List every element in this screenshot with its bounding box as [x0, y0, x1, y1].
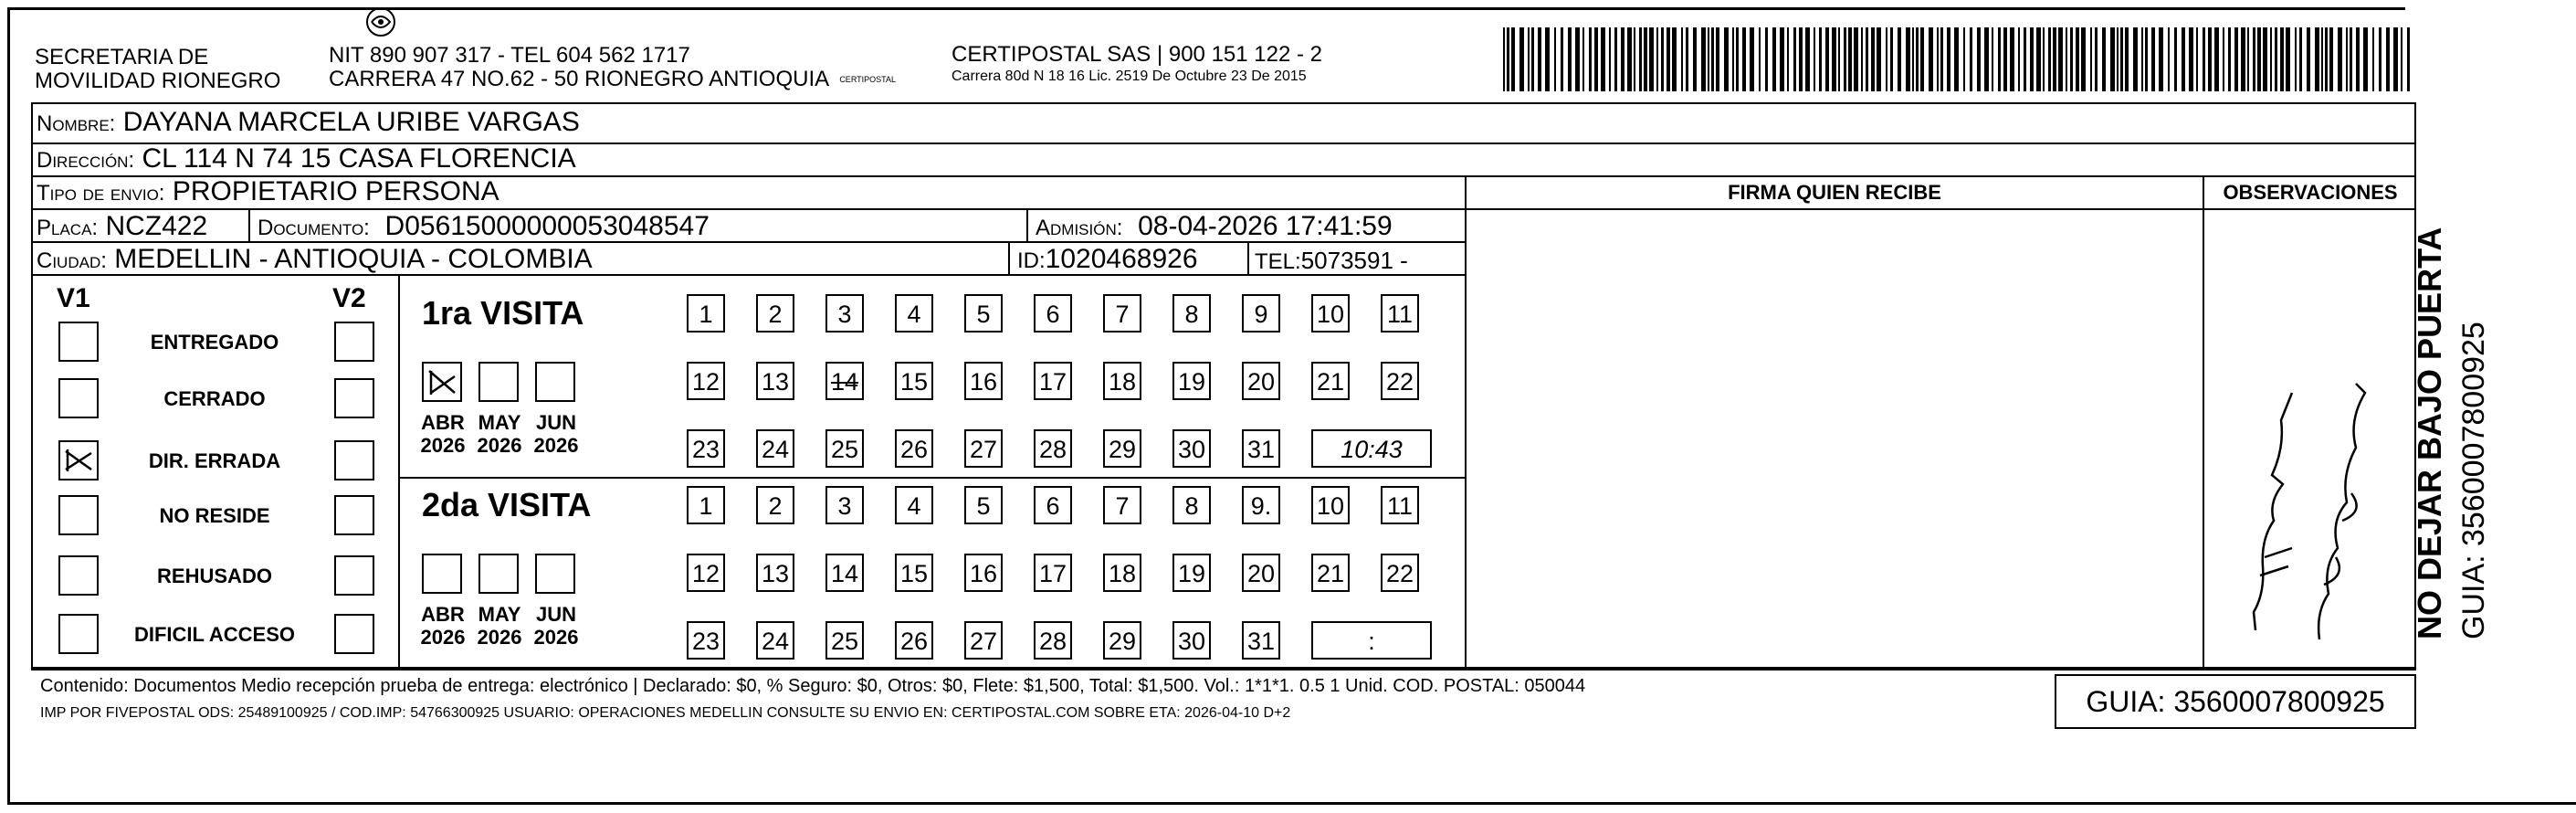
barcode-bar [2329, 27, 2333, 91]
barcode-bar [2228, 27, 2231, 91]
day-box[interactable]: 27 [964, 621, 1003, 660]
day-box[interactable]: 9 [1242, 294, 1280, 333]
barcode-bar [2307, 27, 2310, 91]
day-box[interactable]: 28 [1034, 621, 1072, 660]
barcode-bar [1844, 27, 1846, 91]
day-box[interactable]: 13 [756, 554, 794, 592]
barcode-bar [1681, 27, 1683, 91]
nombre-row: Nombre: DAYANA MARCELA URIBE VARGAS [37, 107, 580, 137]
barcode-bar [2338, 27, 2342, 91]
company-info: CERTIPOSTAL SAS | 900 151 122 - 2 Carrera 80d N 18 16 Lic. 2519 De Octubre 23 De 2015 [952, 42, 1322, 84]
barcode-bar [1693, 27, 1697, 91]
barcode-bar [1898, 27, 1901, 91]
barcode-bar [2095, 27, 2098, 91]
day-box[interactable]: 23 [687, 621, 725, 660]
v2-checkbox[interactable] [334, 495, 374, 535]
barcode-bar [1954, 27, 1959, 91]
barcode-bar [2247, 27, 2249, 91]
day-box[interactable]: 6 [1034, 486, 1072, 524]
barcode-bar [1639, 27, 1642, 91]
barcode-bar [2174, 27, 2177, 91]
day-box[interactable]: 2 [756, 486, 794, 524]
day-box[interactable]: 22 [1381, 554, 1419, 592]
barcode-bar [2270, 27, 2272, 91]
day-box[interactable]: 18 [1103, 554, 1141, 592]
month-label: JUN 2026 [533, 411, 579, 457]
barcode-bar [2379, 27, 2381, 91]
v2-checkbox[interactable] [334, 440, 374, 480]
day-box[interactable]: 20 [1242, 362, 1280, 400]
barcode-bar [1503, 27, 1505, 91]
barcode-bar [2058, 27, 2063, 91]
barcode-bar [1672, 27, 1677, 91]
day-box[interactable]: 14 [825, 554, 864, 592]
barcode-bar [1528, 27, 1530, 91]
barcode-bar [2346, 27, 2348, 91]
day-box[interactable]: 27 [964, 429, 1003, 468]
barcode-bar [2263, 27, 2267, 91]
barcode-bar [2257, 27, 2261, 91]
day-box[interactable]: 31 [1242, 429, 1280, 468]
side-guia: GUIA: 3560007800925 [2456, 322, 2491, 639]
day-box[interactable]: 17 [1034, 362, 1072, 400]
barcode-bar [2081, 27, 2086, 91]
barcode-bar [2325, 27, 2328, 91]
barcode-bar [2117, 27, 2119, 91]
tel-field: TEL:5073591 - [1255, 247, 1408, 274]
barcode-bar [1568, 27, 1572, 91]
barcode-bar [1940, 27, 1943, 91]
barcode-bar [1686, 27, 1688, 91]
barcode-bar [2350, 27, 2352, 91]
v1-checkbox[interactable] [58, 614, 99, 654]
barcode-bar [1963, 27, 1965, 91]
v1-label: V1 [57, 283, 90, 313]
barcode-bar [2223, 27, 2224, 91]
barcode-bar [1531, 27, 1534, 91]
day-box[interactable]: 26 [895, 429, 933, 468]
barcode-bar [2141, 27, 2143, 91]
month-label: MAY 2026 [477, 603, 522, 649]
barcode-bar [2159, 27, 2163, 91]
barcode-bar [1825, 27, 1829, 91]
left-border [7, 7, 10, 804]
ciudad-row: Ciudad: MEDELLIN - ANTIOQUIA - COLOMBIA [37, 244, 593, 274]
barcode-bar [1561, 27, 1563, 91]
barcode-bar [2286, 27, 2290, 91]
documento-field: Documento: D05615000000053048547 [258, 211, 710, 241]
barcode-bar [1912, 27, 1914, 91]
day-box[interactable]: 26 [895, 621, 933, 660]
day-box[interactable]: 10 [1311, 486, 1350, 524]
barcode-bar [1937, 27, 1939, 91]
barcode-bar [1787, 27, 1789, 91]
day-box[interactable]: 2 [756, 294, 794, 333]
barcode-bar [1575, 27, 1580, 91]
barcode-bar [1511, 27, 1515, 91]
day-box[interactable]: 4 [895, 294, 933, 333]
day-box[interactable]: 19 [1172, 554, 1211, 592]
month-checkbox[interactable] [535, 362, 575, 402]
day-box[interactable]: 31 [1242, 621, 1280, 660]
v1-checkbox[interactable] [58, 440, 99, 480]
barcode-bar [1667, 27, 1670, 91]
day-box[interactable]: 16 [964, 554, 1003, 592]
barcode-bar [2315, 27, 2319, 91]
v2-checkbox[interactable] [334, 378, 374, 418]
barcode-bar [2168, 27, 2170, 91]
barcode-bar [1984, 27, 1989, 91]
barcode-bar [1992, 27, 1993, 91]
time-box[interactable]: : [1311, 621, 1432, 660]
barcode-bar [1601, 27, 1605, 91]
barcode-bar [2208, 27, 2212, 91]
barcode-bar [2214, 27, 2219, 91]
barcode-bar [2036, 27, 2041, 91]
barcode-bar [1711, 27, 1714, 91]
day-box[interactable]: 3 [825, 294, 864, 333]
barcode-bar [1832, 27, 1836, 91]
barcode-bar [1614, 27, 1617, 91]
day-box[interactable]: 19 [1172, 362, 1211, 400]
barcode-bar [1814, 27, 1815, 91]
day-box[interactable]: 10 [1311, 294, 1350, 333]
day-box[interactable]: 11 [1381, 486, 1419, 524]
barcode-bar [1759, 27, 1761, 91]
barcode-bar [1793, 27, 1796, 91]
month-label: ABR 2026 [420, 411, 466, 457]
day-box[interactable]: 7 [1103, 294, 1141, 333]
barcode-bar [1916, 27, 1919, 91]
barcode-bar [1661, 27, 1664, 91]
barcode-bar [1716, 27, 1719, 91]
certipostal-logo: CERTIPOSTAL [831, 75, 904, 84]
day-box[interactable]: 5 [964, 486, 1003, 524]
barcode-bar [1805, 27, 1810, 91]
barcode [1503, 27, 2416, 91]
barcode-bar [1848, 27, 1852, 91]
barcode-bar [1854, 27, 1858, 91]
barcode-bar [2393, 27, 2398, 91]
barcode-bar [1582, 27, 1584, 91]
barcode-bar [2110, 27, 2115, 91]
barcode-bar [2321, 27, 2323, 91]
barcode-bar [2275, 27, 2277, 91]
day-box[interactable]: 20 [1242, 554, 1280, 592]
barcode-bar [1609, 27, 1611, 91]
barcode-bar [1906, 27, 1910, 91]
month-label: JUN 2026 [533, 603, 579, 649]
barcode-bar [2090, 27, 2092, 91]
barcode-bar [1708, 27, 1709, 91]
barcode-bar [1732, 27, 1734, 91]
barcode-bar [1780, 27, 1784, 91]
barcode-bar [1929, 27, 1933, 91]
barcode-bar [2102, 27, 2106, 91]
v1-checkbox[interactable] [58, 378, 99, 418]
barcode-bar [2125, 27, 2129, 91]
barcode-bar [2356, 27, 2360, 91]
tipo-row: Tipo de envio: PROPIETARIO PERSONA [37, 176, 499, 206]
barcode-bar [1861, 27, 1863, 91]
barcode-bar [1634, 27, 1635, 91]
status-label: DIFICIL ACCESO [133, 623, 295, 646]
day-box[interactable]: 12 [687, 362, 725, 400]
day-box[interactable]: 1 [687, 486, 725, 524]
barcode-bar [2018, 27, 2020, 91]
signature [2228, 338, 2392, 649]
barcode-bar [2066, 27, 2067, 91]
barcode-bar [1920, 27, 1924, 91]
day-box[interactable]: 3 [825, 486, 864, 524]
barcode-bar [1799, 27, 1803, 91]
barcode-bar [1701, 27, 1706, 91]
barcode-bar [2151, 27, 2155, 91]
status-label: REHUSADO [157, 565, 272, 587]
barcode-bar [2145, 27, 2148, 91]
barcode-bar [2010, 27, 2014, 91]
status-label: NO RESIDE [159, 504, 270, 527]
barcode-bar [2363, 27, 2368, 91]
barcode-bar [1545, 27, 1550, 91]
barcode-bar [2196, 27, 2198, 91]
barcode-bar [1819, 27, 1822, 91]
status-label: CERRADO [163, 387, 266, 410]
sender-name: SECRETARIA DE MOVILIDAD RIONEGRO [35, 45, 281, 93]
month-label: MAY 2026 [477, 411, 522, 457]
barcode-bar [1750, 27, 1754, 91]
admision-field: Admisión: 08-04-2026 17:41:59 [1036, 211, 1393, 241]
day-box[interactable]: 7 [1103, 486, 1141, 524]
observaciones-header: OBSERVACIONES [2223, 181, 2398, 204]
time-box[interactable]: 10:43 [1311, 429, 1432, 468]
day-box[interactable]: 30 [1172, 429, 1211, 468]
month-checkbox[interactable] [535, 554, 575, 594]
firma-header: FIRMA QUIEN RECIBE [1728, 181, 1941, 204]
day-box[interactable]: 21 [1311, 554, 1350, 592]
barcode-bar [1742, 27, 1746, 91]
day-box[interactable]: 30 [1172, 621, 1211, 660]
visit1-title: 1ra VISITA [422, 294, 584, 332]
barcode-bar [1519, 27, 1524, 91]
barcode-bar [2133, 27, 2138, 91]
day-box[interactable]: 14 [825, 362, 864, 400]
barcode-bar [1838, 27, 1840, 91]
barcode-bar [2295, 27, 2297, 91]
barcode-bar [1977, 27, 1981, 91]
barcode-bar [1538, 27, 1541, 91]
day-box[interactable]: 24 [756, 429, 794, 468]
barcode-bar [1772, 27, 1776, 91]
day-box[interactable]: 25 [825, 429, 864, 468]
sender-contact: NIT 890 907 317 - TEL 604 562 1717 CARRERA 47 NO.62 - 50 RIONEGRO ANTIOQUIA CERTIPOSTAL [329, 44, 904, 91]
status-label: ENTREGADO [150, 331, 279, 354]
v2-checkbox[interactable] [334, 322, 374, 362]
day-box[interactable]: 29 [1103, 429, 1141, 468]
day-box[interactable]: 23 [687, 429, 725, 468]
barcode-bar [2372, 27, 2374, 91]
barcode-bar [1507, 27, 1509, 91]
barcode-bar [2401, 27, 2403, 91]
barcode-bar [1890, 27, 1893, 91]
barcode-bar [2120, 27, 2123, 91]
v2-checkbox[interactable] [334, 614, 374, 654]
month-checkbox[interactable] [422, 362, 462, 402]
barcode-bar [2203, 27, 2205, 91]
day-box[interactable]: 21 [1311, 362, 1350, 400]
day-box[interactable]: 12 [687, 554, 725, 592]
day-box[interactable]: 5 [964, 294, 1003, 333]
footer-print-info: IMP POR FIVEPOSTAL ODS: 25489100925 / COD.IMP: 54766300925 USUARIO: OPERACIONES MEDELLIN CONSULTE SU ENVIO EN: CERTIPOSTAL.COM SOBRE ETA: 2026-04-10 D+2 [40, 705, 1291, 721]
day-box[interactable]: 18 [1103, 362, 1141, 400]
barcode-bar [1877, 27, 1881, 91]
month-checkbox[interactable] [478, 554, 519, 594]
visit2-title: 2da VISITA [422, 486, 592, 523]
day-box[interactable]: 9. [1242, 486, 1280, 524]
barcode-bar [2182, 27, 2185, 91]
barcode-bar [2048, 27, 2051, 91]
barcode-bar [2234, 27, 2238, 91]
barcode-bar [1736, 27, 1739, 91]
barcode-bar [2030, 27, 2034, 91]
v1-checkbox[interactable] [58, 322, 99, 362]
barcode-bar [2386, 27, 2390, 91]
day-box[interactable]: 24 [756, 621, 794, 660]
footer-guia: GUIA: 3560007800925 [2055, 674, 2416, 729]
barcode-bar [1656, 27, 1658, 91]
barcode-bar [2003, 27, 2007, 91]
barcode-bar [1886, 27, 1887, 91]
day-box[interactable]: 11 [1381, 294, 1419, 333]
month-checkbox[interactable] [478, 362, 519, 402]
day-box[interactable]: 4 [895, 486, 933, 524]
month-label: ABR 2026 [420, 603, 466, 649]
barcode-bar [2189, 27, 2193, 91]
barcode-bar [2053, 27, 2056, 91]
day-box[interactable]: 13 [756, 362, 794, 400]
bottom-border [7, 802, 2576, 805]
barcode-bar [1724, 27, 1729, 91]
barcode-bar [2299, 27, 2302, 91]
barcode-bar [1621, 27, 1624, 91]
barcode-bar [2253, 27, 2255, 91]
v1-checkbox[interactable] [58, 555, 99, 596]
barcode-bar [1998, 27, 2001, 91]
side-warning: NO DEJAR BAJO PUERTA [2411, 227, 2448, 639]
barcode-bar [2076, 27, 2079, 91]
barcode-bar [1627, 27, 1632, 91]
day-box[interactable]: 1 [687, 294, 725, 333]
barcode-bar [2043, 27, 2045, 91]
barcode-bar [1644, 27, 1647, 91]
day-box[interactable]: 16 [964, 362, 1003, 400]
barcode-bar [1649, 27, 1654, 91]
day-box[interactable]: 22 [1381, 362, 1419, 400]
month-checkbox[interactable] [422, 554, 462, 594]
direccion-row: Dirección: CL 114 N 74 15 CASA FLORENCIA [37, 143, 576, 174]
day-box[interactable]: 8 [1172, 486, 1211, 524]
day-box[interactable]: 8 [1172, 294, 1211, 333]
day-box[interactable]: 15 [895, 554, 933, 592]
barcode-bar [2024, 27, 2026, 91]
barcode-bar [1871, 27, 1875, 91]
day-box[interactable]: 25 [825, 621, 864, 660]
day-box[interactable]: 28 [1034, 429, 1072, 468]
day-box[interactable]: 17 [1034, 554, 1072, 592]
barcode-bar [1594, 27, 1598, 91]
barcode-bar [2407, 27, 2410, 91]
v1-checkbox[interactable] [58, 495, 99, 535]
status-label: DIR. ERRADA [148, 449, 281, 472]
barcode-bar [1589, 27, 1592, 91]
barcode-bar [2280, 27, 2284, 91]
footer-content: Contenido: Documentos Medio recepción prueba de entrega: electrónico | Declarado: $0, % Seguro: $0, Otros: $0, Flete: $1,500, Total: $1,500. Vol.: 1*1*1. 0.5 1 Unid. COD. POSTAL: 050044 [40, 676, 1586, 696]
day-box[interactable]: 15 [895, 362, 933, 400]
day-box[interactable]: 29 [1103, 621, 1141, 660]
barcode-bar [2070, 27, 2073, 91]
barcode-bar [1866, 27, 1868, 91]
barcode-bar [2241, 27, 2245, 91]
id-field: ID:1020468926 [1017, 244, 1198, 274]
placa-field: Placa: NCZ422 [37, 211, 208, 241]
barcode-bar [1765, 27, 1768, 91]
barcode-bar [1947, 27, 1950, 91]
v2-checkbox[interactable] [334, 555, 374, 596]
barcode-bar [1970, 27, 1972, 91]
v2-label: V2 [332, 283, 366, 313]
day-box[interactable]: 6 [1034, 294, 1072, 333]
barcode-bar [1554, 27, 1556, 91]
